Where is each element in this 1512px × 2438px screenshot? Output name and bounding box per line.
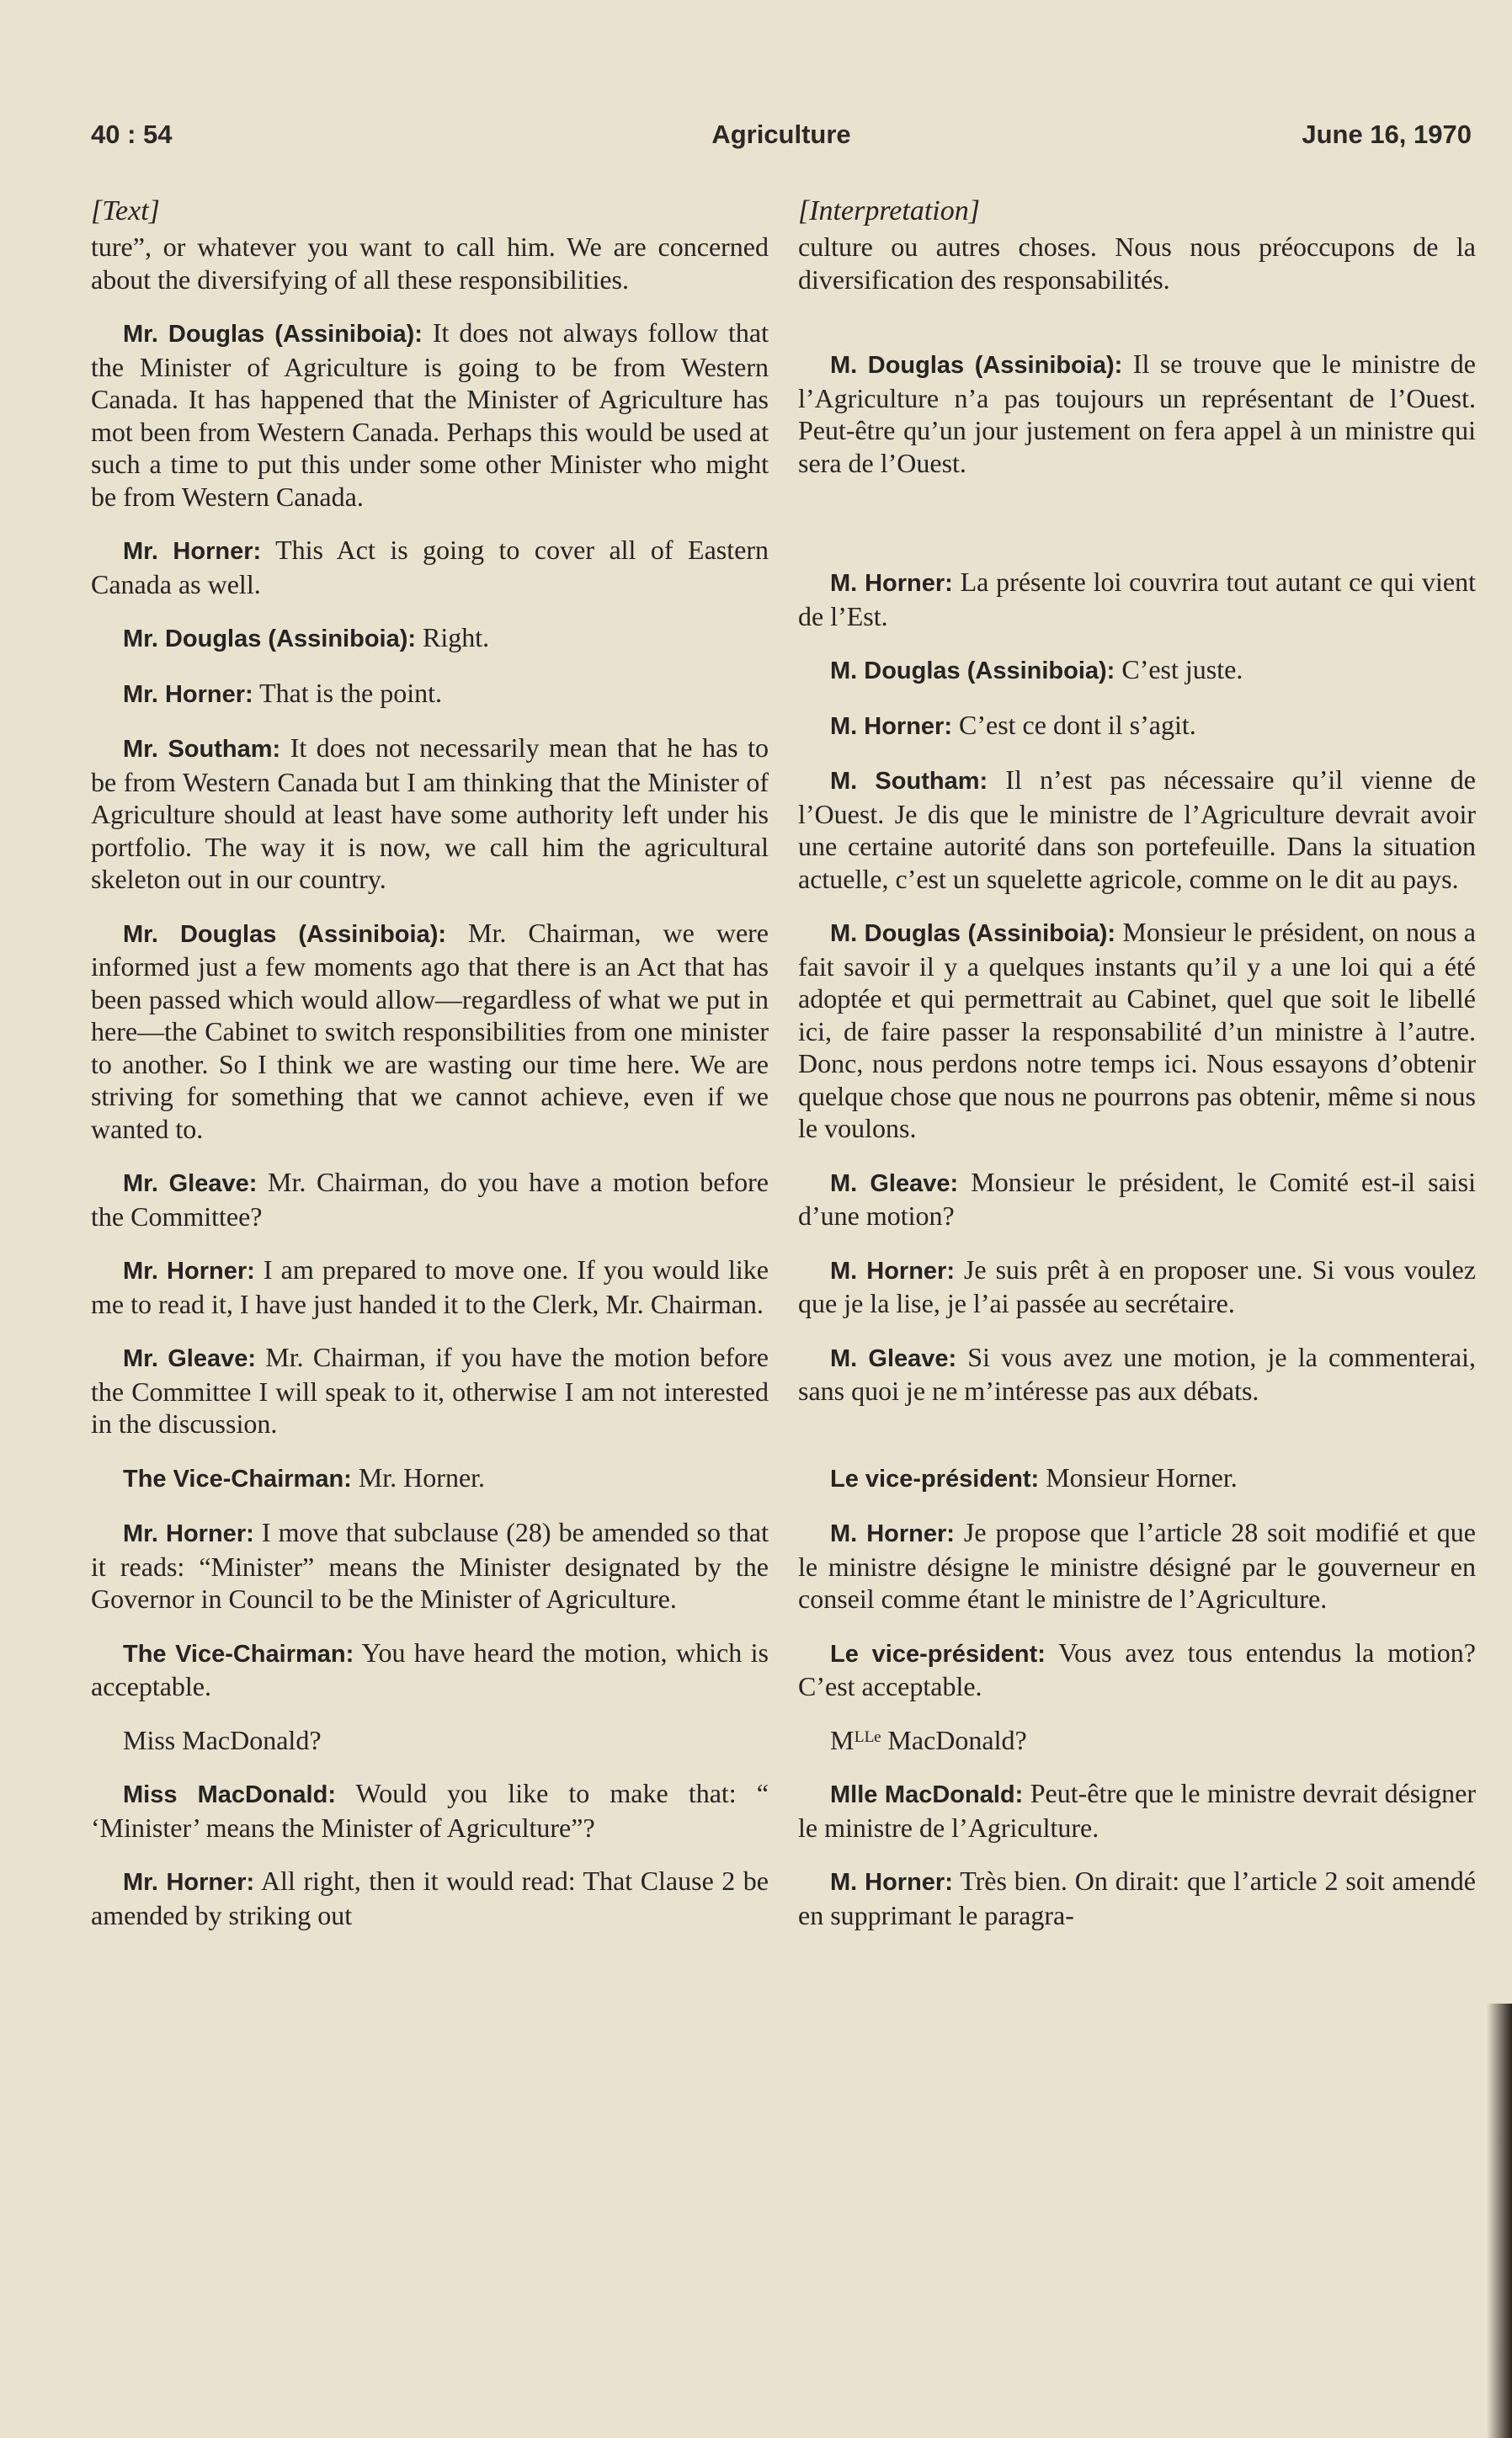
paragraph-text: Peut-être que le ministre devrait désigner le ministre de l’Agriculture. [798, 1778, 1477, 1843]
speaker-name: M. Horner: [830, 1520, 955, 1547]
paragraph [798, 1865, 1476, 1931]
paragraph-text: C’est ce dont il s’agit. [952, 709, 1196, 740]
paragraph [91, 1341, 769, 1440]
paragraph [91, 621, 769, 656]
speaker-name: M. Douglas (Assiniboia): [830, 352, 1123, 379]
paragraph [798, 231, 1476, 295]
paragraph-text: Je suis prêt à en proposer une. Si vous voulez que je la lise, je l’ai passée au secrétaire. [798, 1254, 1477, 1318]
speaker-name: M. Horner: [830, 1257, 955, 1285]
paragraph [91, 732, 769, 896]
speaker-name: M. Gleave: [830, 1169, 959, 1197]
running-title: Agriculture [711, 120, 851, 149]
paragraph-text: I move that subclause (28) be amended so that it reads: “Minister” means the Minister designated by the Governor in Council to be the Minister of Agriculture. [91, 1517, 769, 1614]
speaker-name: Mr. Horner: [123, 538, 262, 565]
paragraph-text: I am prepared to move one. If you would like me to read it, I have just handed it to the Clerk, Mr. Chairman. [91, 1254, 769, 1319]
french-column [798, 195, 1476, 1952]
speaker-name: The Vice-Chairman: [123, 1465, 352, 1493]
speaker-name: Mr. Horner: [123, 680, 253, 708]
paragraph [798, 1341, 1476, 1408]
paragraph-text: It does not always follow that the Minister of Agriculture is going to be from Western Canada. It has happened that the Minister of Agriculture has mot been from Western Canada. Perhaps this would be used at such a time to put this under some other Minister who might be from Western Canada. [91, 317, 769, 512]
paragraph [798, 1777, 1476, 1844]
paragraph-text: culture ou autres choses. Nous nous préoccupons de la diversification des responsabilités. [798, 232, 1476, 295]
paragraph-text: Mr. Chairman, do you have a motion before the Committee? [91, 1167, 769, 1232]
page-date: June 16, 1970 [1302, 120, 1472, 149]
paragraph-text: Il se trouve que le ministre de l’Agriculture n’a pas toujours un représentant de l’Ouest. Peut-être qu’un jour justement on fera appel à un ministre qui sera de l’Ouest. [798, 349, 1477, 478]
paragraph [91, 534, 769, 600]
paragraph [91, 1637, 769, 1703]
speaker-name: M. Gleave: [830, 1344, 957, 1372]
paragraph-text: Mr. Horner. [351, 1461, 486, 1493]
paragraph [91, 1516, 769, 1616]
paragraph [798, 1637, 1476, 1703]
paragraph [91, 1865, 769, 1931]
speaker-name: Mr. Horner: [123, 1258, 255, 1285]
paragraph-text: It does not necessarily mean that he has to be from Western Canada but I am thinking that the Minister of Agriculture should at least have some authority left under his portfolio. The way it is now, we call him the agricultural skeleton out in our country. [91, 732, 769, 894]
paragraph [798, 653, 1476, 688]
paragraph-text: Mr. Chairman, we were informed just a few moments ago that there is an Act that has been passed which would allow—regardless of what we put in here—the Cabinet to switch responsibilities from one minister to another. So I think we are wasting our time here. We are striving for something that we cannot achieve, even if we wanted to. [91, 917, 769, 1144]
speaker-name: Mr. Douglas (Assiniboia): [123, 321, 423, 348]
speaker-name: Mr. Gleave: [123, 1345, 256, 1372]
paragraph-text: C’est juste. [1115, 654, 1243, 684]
paragraph-text: Vous avez tous entendus la motion? C’est acceptable. [798, 1637, 1477, 1701]
speaker-name: Mr. Horner: [123, 1869, 255, 1896]
paragraph-text: Il n’est pas nécessaire qu’il vienne de l’Ouest. Je dis que le ministre de l’Agriculture devrait avoir une certaine autorité dans son portefeuille. Dans la situation actuelle, c’est un squelette agricole, comme on le dit au pays. [798, 764, 1476, 894]
speaker-name: Mr. Douglas (Assiniboia): [123, 920, 447, 948]
column-heading-interpretation: [Interpretation] [798, 195, 980, 226]
english-column [91, 195, 769, 1952]
speaker-name: M. Douglas (Assiniboia): [830, 657, 1115, 684]
paragraph [91, 917, 769, 1146]
paragraph [798, 1461, 1476, 1496]
page-header [91, 120, 1472, 157]
paragraph [798, 1516, 1476, 1616]
paragraph [91, 1254, 769, 1320]
paragraph [91, 317, 769, 513]
paragraph [91, 677, 769, 711]
paragraph-text: Monsieur le président, le Comité est-il saisi d’une motion? [798, 1166, 1477, 1231]
page-edge-shadow [1487, 2004, 1512, 2438]
paragraph [91, 1724, 769, 1757]
paragraph-text: Right. [416, 622, 490, 652]
speaker-name: M. Horner: [830, 570, 953, 597]
paragraph-text: Miss MacDonald? [123, 1724, 322, 1755]
paragraph [91, 1777, 769, 1844]
speaker-name: Mr. Douglas (Assiniboia): [123, 625, 417, 652]
paragraph [798, 1166, 1476, 1232]
paragraph [798, 566, 1476, 632]
paragraph-text: Je propose que l’article 28 soit modifié et que le ministre désigne le ministre désigné par le gouverneur en conseil comme étant le ministre de l’Agriculture. [798, 1517, 1477, 1614]
speaker-name: M. Horner: [830, 712, 952, 740]
paragraph [798, 1724, 1476, 1757]
paragraph-text: This Act is going to cover all of Eastern Canada as well. [91, 535, 769, 599]
speaker-name: Mlle MacDonald: [830, 1781, 1024, 1808]
paragraph-text: All right, then it would read: That Clause 2 be amended by striking out [91, 1866, 769, 1930]
paragraph [91, 1166, 769, 1232]
column-heading-text: [Text] [91, 195, 160, 226]
speaker-name: M. Douglas (Assiniboia): [830, 920, 1116, 947]
speaker-name: Miss MacDonald: [123, 1781, 336, 1808]
paragraph-text: Mᴸᴸᵉ MacDonald? [830, 1724, 1027, 1755]
paragraph-text: Would you like to make that: “ ‘Minister’ means the Minister of Agriculture”? [91, 1778, 769, 1843]
speaker-name: Mr. Horner: [123, 1520, 254, 1547]
speaker-name: The Vice-Chairman: [123, 1640, 354, 1668]
paragraph-text: Mr. Chairman, if you have the motion before the Committee I will speak to it, otherwise I am not interested in the discussion. [91, 1342, 769, 1439]
paragraph [91, 1461, 769, 1496]
speaker-name: Le vice-président: [830, 1640, 1046, 1668]
speaker-name: M. Horner: [830, 1869, 953, 1896]
speaker-name: Mr. Gleave: [123, 1170, 258, 1197]
paragraph-text: Très bien. On dirait: que l’article 2 soit amendé en supprimant le paragra- [798, 1866, 1477, 1930]
paragraph-text: La présente loi couvrira tout autant ce qui vient de l’Est. [798, 567, 1477, 631]
paragraph [798, 916, 1476, 1145]
paragraph [798, 348, 1476, 479]
page-number: 40 : 54 [91, 120, 173, 149]
paragraph-text: You have heard the motion, which is acceptable. [91, 1637, 769, 1701]
paragraph [798, 709, 1476, 743]
paragraph [798, 764, 1476, 895]
paragraph [91, 231, 769, 295]
speaker-name: Le vice-président: [830, 1465, 1040, 1493]
paragraph-text: That is the point. [253, 677, 442, 708]
paragraph-text: Monsieur le président, on nous a fait savoir il y a quelques instants qu’il y a une loi qui a été adoptée et qui permettrait au Cabinet, quel que soit le libellé ici, de faire passer la responsabilité d’un ministre à l’autre. Donc, nous perdons notre temps ici. Nous essayons d’obtenir quelque chose que nous ne pourrons pas obtenir, même si nous le voulons. [798, 917, 1477, 1143]
paragraph-text: ture”, or whatever you want to call him. We are concerned about the diversifying of all these responsibilities. [91, 232, 769, 295]
paragraph-text: Monsieur Horner. [1039, 1461, 1238, 1493]
speaker-name: M. Southam: [830, 768, 988, 795]
paragraph-text: Si vous avez une motion, je la commenterai, sans quoi je ne m’intéresse pas aux débats. [798, 1341, 1477, 1406]
speaker-name: Mr. Southam: [123, 736, 281, 763]
paragraph [798, 1254, 1476, 1320]
